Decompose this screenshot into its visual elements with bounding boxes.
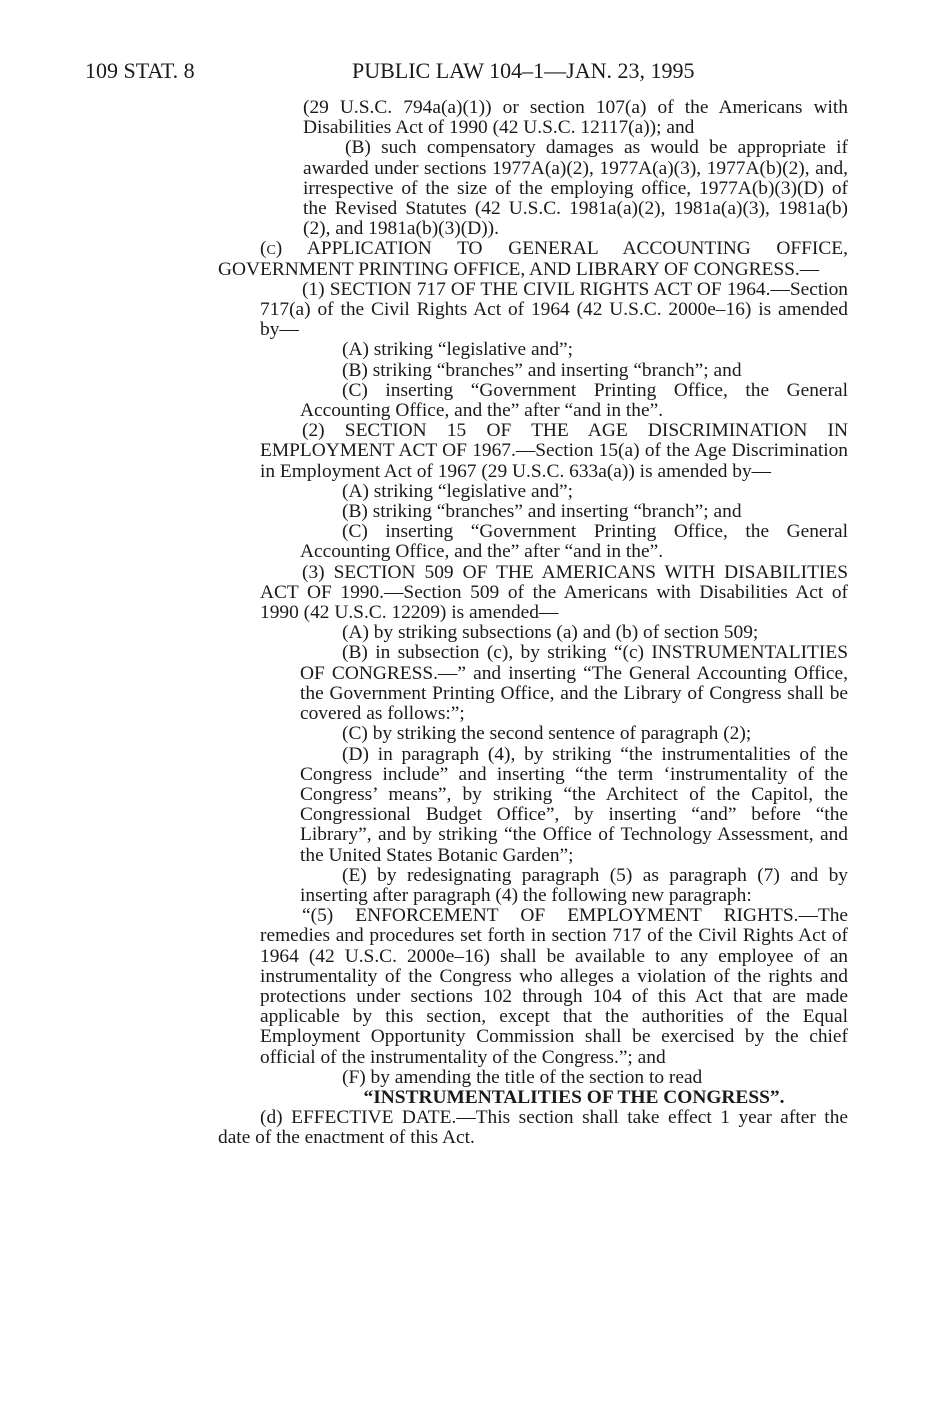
page-header — [0, 58, 947, 88]
document-body — [218, 98, 848, 1149]
quoted-paragraph-5-enforcement: “(5) ENFORCEMENT OF EMPLOYMENT RIGHTS.—The remedies and procedures set forth in section 717 of the Civil Rights Act of 1964 (42 U.S.C. 2000e–16) shall be available to any employee of an instrumentality of the Congress who alleges a violation of the rights and protections under sections 102 through 104 of this Act that are made applicable by this section, except that the authorities of the Equal Employment Opportunity Commission shall be exercised by the chief official of the instrumentality of the Congress.”; and — [260, 905, 848, 1068]
subparagraph-3c: (C) by striking the second sentence of paragraph (2); — [342, 723, 752, 745]
paragraph-2-section-15: (2) SECTION 15 OF THE AGE DISCRIMINATION IN EMPLOYMENT ACT OF 1967.—Section 15(a) of the Age Discrimination in Employment Act of 1967 (29 U.S.C. 633a(a)) is amended by— — [260, 420, 848, 482]
subparagraph-3a: (A) by striking subsections (a) and (b) of section 509; — [342, 622, 759, 644]
paragraph-3-section-509: (3) SECTION 509 OF THE AMERICANS WITH DISABILITIES ACT OF 1990.—Section 509 of the Americans with Disabilities Act of 1990 (42 U.S.C. 12209) is amended— — [260, 561, 848, 624]
paragraph-continuation: (29 U.S.C. 794a(a)(1)) or section 107(a) of the Americans with Disabilities Act of 1990 (42 U.S.C. 12117(a)); and — [303, 97, 848, 139]
paragraph-1-section-717: (1) SECTION 717 OF THE CIVIL RIGHTS ACT OF 1964.—Section 717(a) of the Civil Rights Act of 1964 (42 U.S.C. 2000e–16) is amended by— — [260, 278, 848, 341]
subparagraph-2b: (B) striking “branches” and inserting “branch”; and — [342, 501, 742, 523]
subparagraph-3d: (D) in paragraph (4), by striking “the instrumentalities of the Congress include” and inserting “the term ‘instrumentality of the Congress’ means”, by striking “the Architect of the Capitol, the Congressional Budget Office”, by inserting “and” before “the Library”, and by striking “the Office of Technology Assessment, and the United States Botanic Garden”; — [300, 743, 848, 866]
subparagraph-3f: (F) by amending the title of the section to read — [342, 1066, 703, 1088]
section-title-instrumentalities: “INSTRUMENTALITIES OF THE CONGRESS”. — [363, 1086, 785, 1108]
section-d-effective-date: (d) EFFECTIVE DATE.—This section shall take effect 1 year after the date of the enactment of this Act. — [218, 1107, 848, 1149]
subparagraph-1c: (C) inserting “Government Printing Office, the General Accounting Office, and the” after “and in the”. — [300, 379, 848, 422]
subparagraph-2c: (C) inserting “Government Printing Office, the General Accounting Office, and the” after “and in the”. — [300, 521, 848, 563]
paragraph-b-damages: (B) such compensatory damages as would be appropriate if awarded under sections 1977A(a)(2), 1977A(a)(3), 1977A(b)(2), and, irrespective of the size of the employing office, 1977A(b)(3)(D) of the Revised Statutes (42 U.S.C. 1981a(a)(2), 1981a(a)(3), 1981a(b)(2), and 1981a(b)(3)(D)). — [303, 137, 848, 240]
subparagraph-3b: (B) in subsection (c), by striking “(c) INSTRUMENTALITIES OF CONGRESS.—” and inserting “The General Accounting Office, the Government Printing Office, and the Library of Congress shall be covered as follows:”; — [300, 642, 848, 725]
subparagraph-3e: (E) by redesignating paragraph (5) as paragraph (7) and by inserting after paragraph (4) the following new paragraph: — [300, 864, 848, 906]
subparagraph-1a: (A) striking “legislative and”; — [342, 339, 574, 361]
subparagraph-1b: (B) striking “branches” and inserting “branch”; and — [342, 359, 742, 381]
subparagraph-2a: (A) striking “legislative and”; — [342, 480, 574, 502]
section-c-heading: (c) APPLICATION TO GENERAL ACCOUNTING OFFICE, GOVERNMENT PRINTING OFFICE, AND LIBRARY OF CONGRESS.— — [218, 238, 848, 280]
law-citation: PUBLIC LAW 104–1—JAN. 23, 1995 — [352, 58, 695, 83]
stat-page-number: 109 STAT. 8 — [85, 58, 195, 83]
